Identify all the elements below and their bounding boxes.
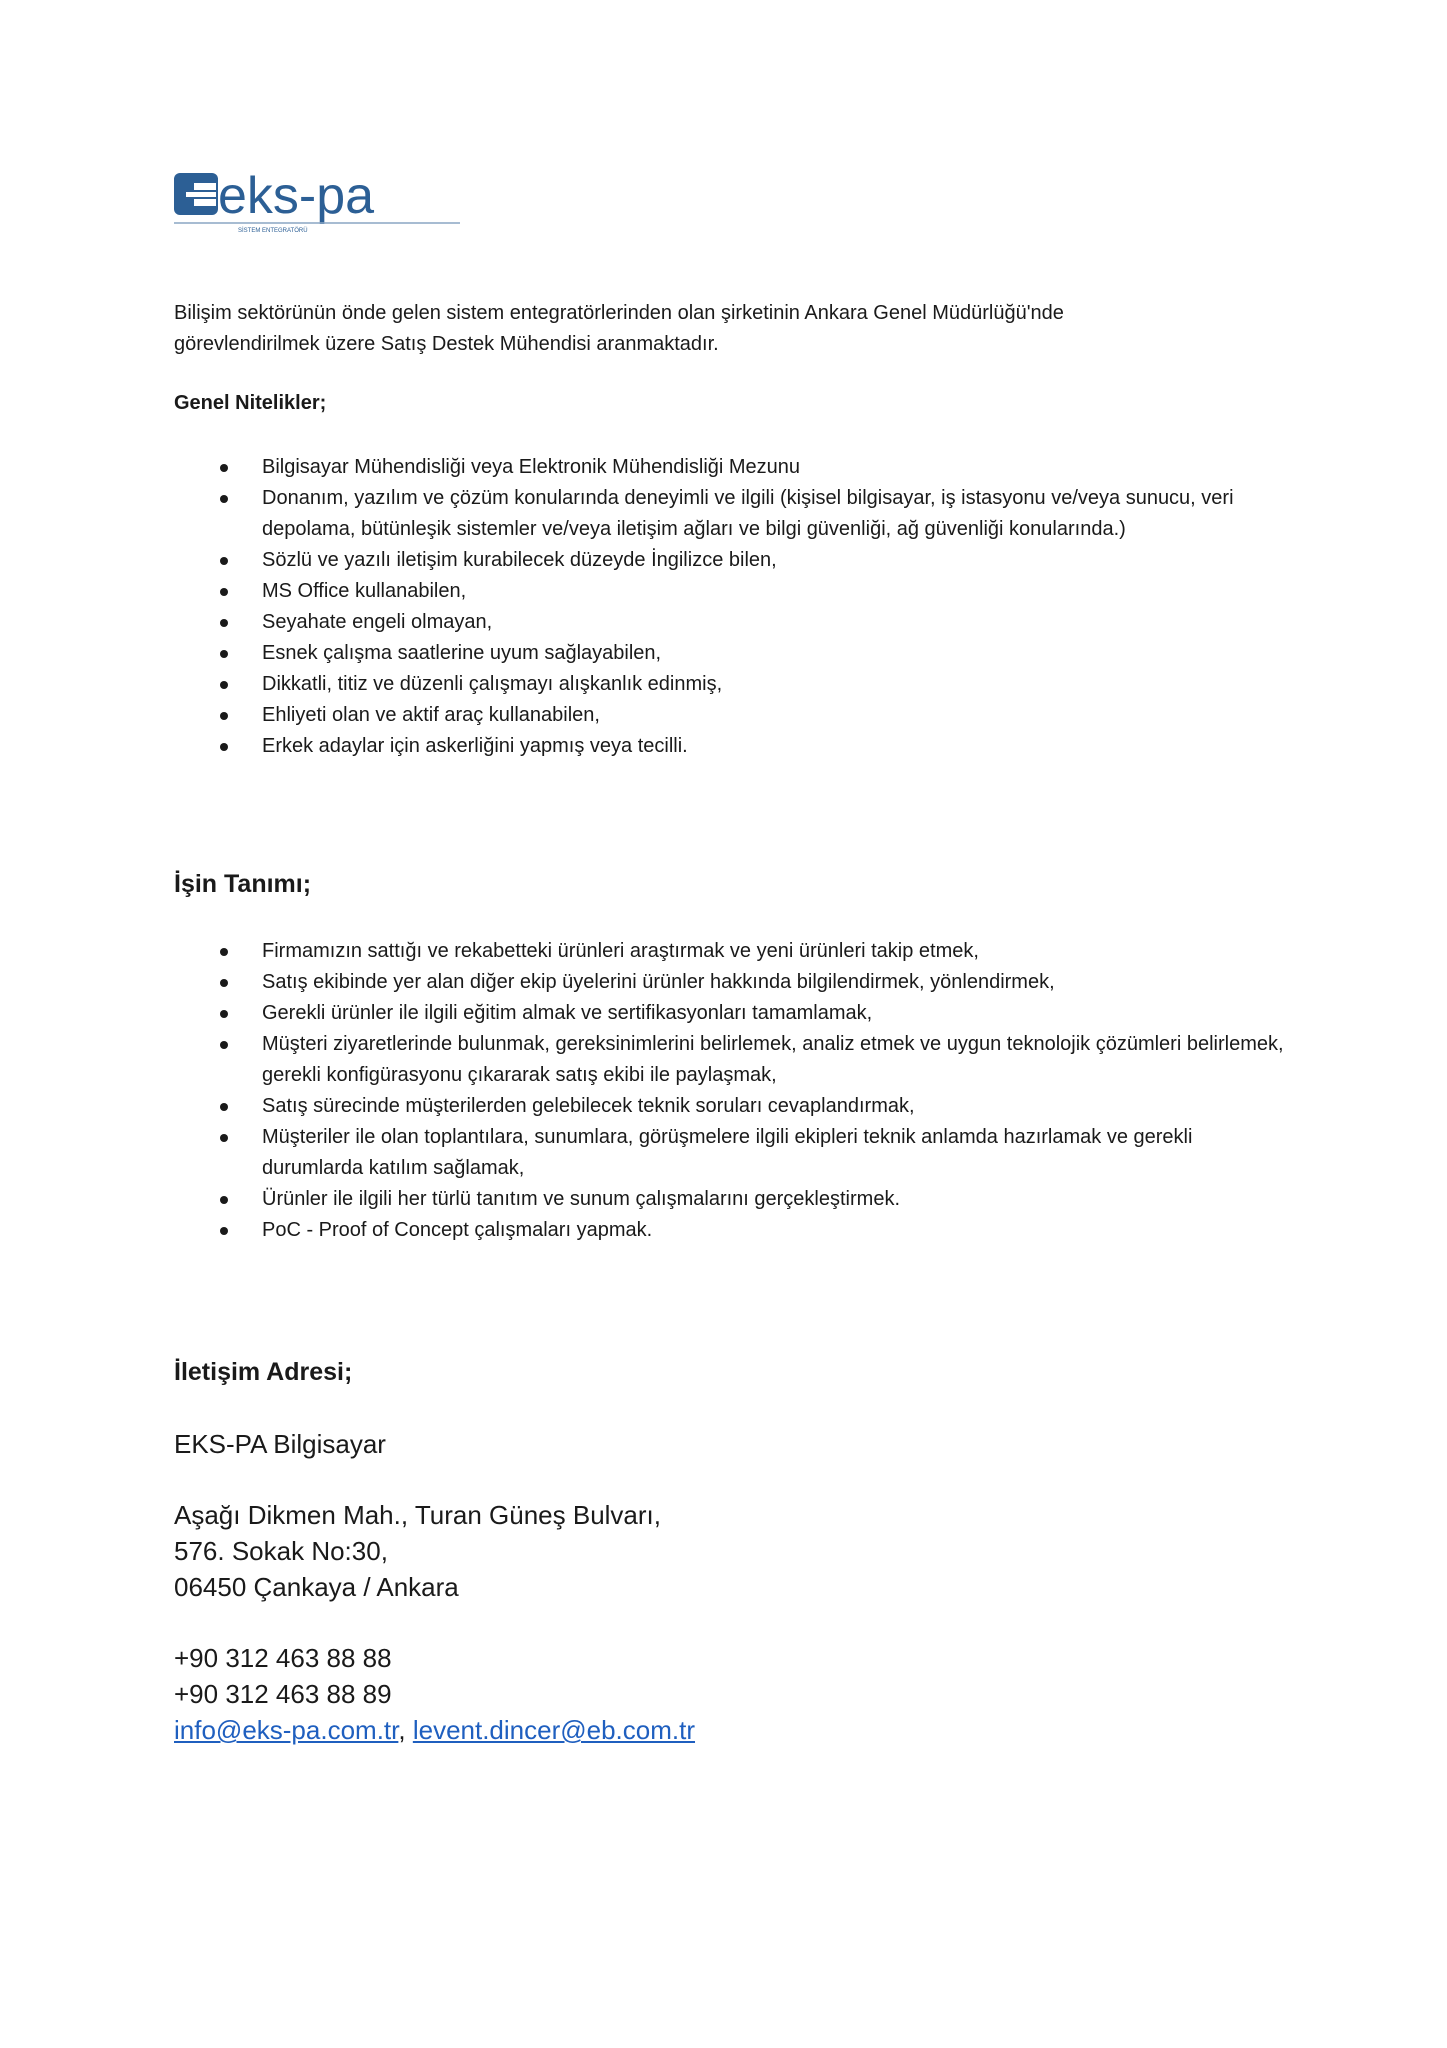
intro-line-2: görevlendirilmek üzere Satış Destek Mühendisi aranmaktadır. [174,333,719,355]
company-name: EKS-PA Bilgisayar [174,1429,386,1459]
bullet-icon [220,588,228,596]
bullet-icon [220,1103,228,1111]
list-item: Esnek çalışma saatlerine uyum sağlayabilen, [174,638,1284,669]
address-line-3: 06450 Çankaya / Ankara [174,1572,459,1602]
list-item: Erkek adaylar için askerliğini yapmış veya tecilli. [174,731,1284,762]
list-item: Gerekli ürünler ile ilgili eğitim almak ve sertifikasyonları tamamlamak, [174,998,1284,1029]
email-link-levent[interactable]: levent.dincer@eb.com.tr [412,1715,696,1745]
bullet-icon [220,681,228,689]
list-item: Ehliyeti olan ve aktif araç kullanabilen, [174,700,1284,731]
list-item: Donanım, yazılım ve çözüm konularında deneyimli ve ilgili (kişisel bilgisayar, iş istasyonu ve/veya sunucu, veri depolama, bütünleşik sistemler ve/veya iletişim ağları ve bilgi güvenliği, ağ güvenliği konularında.) [174,483,1284,545]
address-line-2: 576. Sokak No:30, [174,1536,388,1566]
list-item: PoC - Proof of Concept çalışmaları yapmak. [174,1215,1284,1246]
list-item: Ürünler ile ilgili her türlü tanıtım ve sunum çalışmalarını gerçekleştirmek. [174,1184,1284,1215]
genel-nitelikler-heading: Genel Nitelikler; [174,392,327,414]
genel-nitelikler-list [174,452,1284,762]
list-item: Satış ekibinde yer alan diğer ekip üyelerini ürünler hakkında bilgilendirmek, yönlendirmek, [174,967,1284,998]
bullet-icon [220,619,228,627]
list-item: Müşteriler ile olan toplantılara, sunumlara, görüşmelere ilgili ekipleri teknik anlamda hazırlamak ve gerekli durumlarda katılım sağlamak, [174,1122,1284,1184]
logo-text: eks-pa [218,167,375,225]
bullet-icon [220,979,228,987]
email-separator: , [398,1715,413,1745]
isin-tanimi-heading: İşin Tanımı; [174,870,312,898]
bullet-icon [220,948,228,956]
list-item: Dikkatli, titiz ve düzenli çalışmayı alışkanlık edinmiş, [174,669,1284,700]
bullet-icon [220,712,228,720]
list-item: Satış sürecinde müşterilerden gelebilecek teknik soruları cevaplandırmak, [174,1091,1284,1122]
isin-tanimi-list [174,936,1284,1246]
bullet-icon [220,557,228,565]
bullet-icon [220,495,228,503]
eks-pa-logo [172,165,462,235]
address-block [174,1497,661,1605]
list-item: Seyahate engeli olmayan, [174,607,1284,638]
bullet-icon [220,1227,228,1235]
contact-block [174,1640,695,1748]
bullet-icon [220,650,228,658]
iletisim-heading: İletişim Adresi; [174,1358,353,1386]
list-item: Müşteri ziyaretlerinde bulunmak, gereksinimlerini belirlemek, analiz etmek ve uygun teknolojik çözümleri belirlemek, gerekli konfigürasyonu çıkararak satış ekibi ile paylaşmak, [174,1029,1284,1091]
list-item: MS Office kullanabilen, [174,576,1284,607]
email-link-info[interactable]: info@eks-pa.com.tr [174,1715,399,1745]
logo-tagline: SİSTEM ENTEGRATÖRÜ [238,228,308,234]
intro-paragraph [174,298,1284,360]
intro-line-1: Bilişim sektörünün önde gelen sistem entegratörlerinden olan şirketinin Ankara Genel Müdürlüğü'nde [174,302,1064,324]
list-item: Bilgisayar Mühendisliği veya Elektronik Mühendisliği Mezunu [174,452,1284,483]
list-item: Firmamızın sattığı ve rekabetteki ürünleri araştırmak ve yeni ürünleri takip etmek, [174,936,1284,967]
address-line-1: Aşağı Dikmen Mah., Turan Güneş Bulvarı, [174,1500,661,1530]
phone-1: +90 312 463 88 88 [174,1643,392,1673]
bullet-icon [220,743,228,751]
phone-2: +90 312 463 88 89 [174,1679,392,1709]
bullet-icon [220,1010,228,1018]
bullet-icon [220,464,228,472]
list-item: Sözlü ve yazılı iletişim kurabilecek düzeyde İngilizce bilen, [174,545,1284,576]
bullet-icon [220,1041,228,1049]
bullet-icon [220,1196,228,1204]
bullet-icon [220,1134,228,1142]
